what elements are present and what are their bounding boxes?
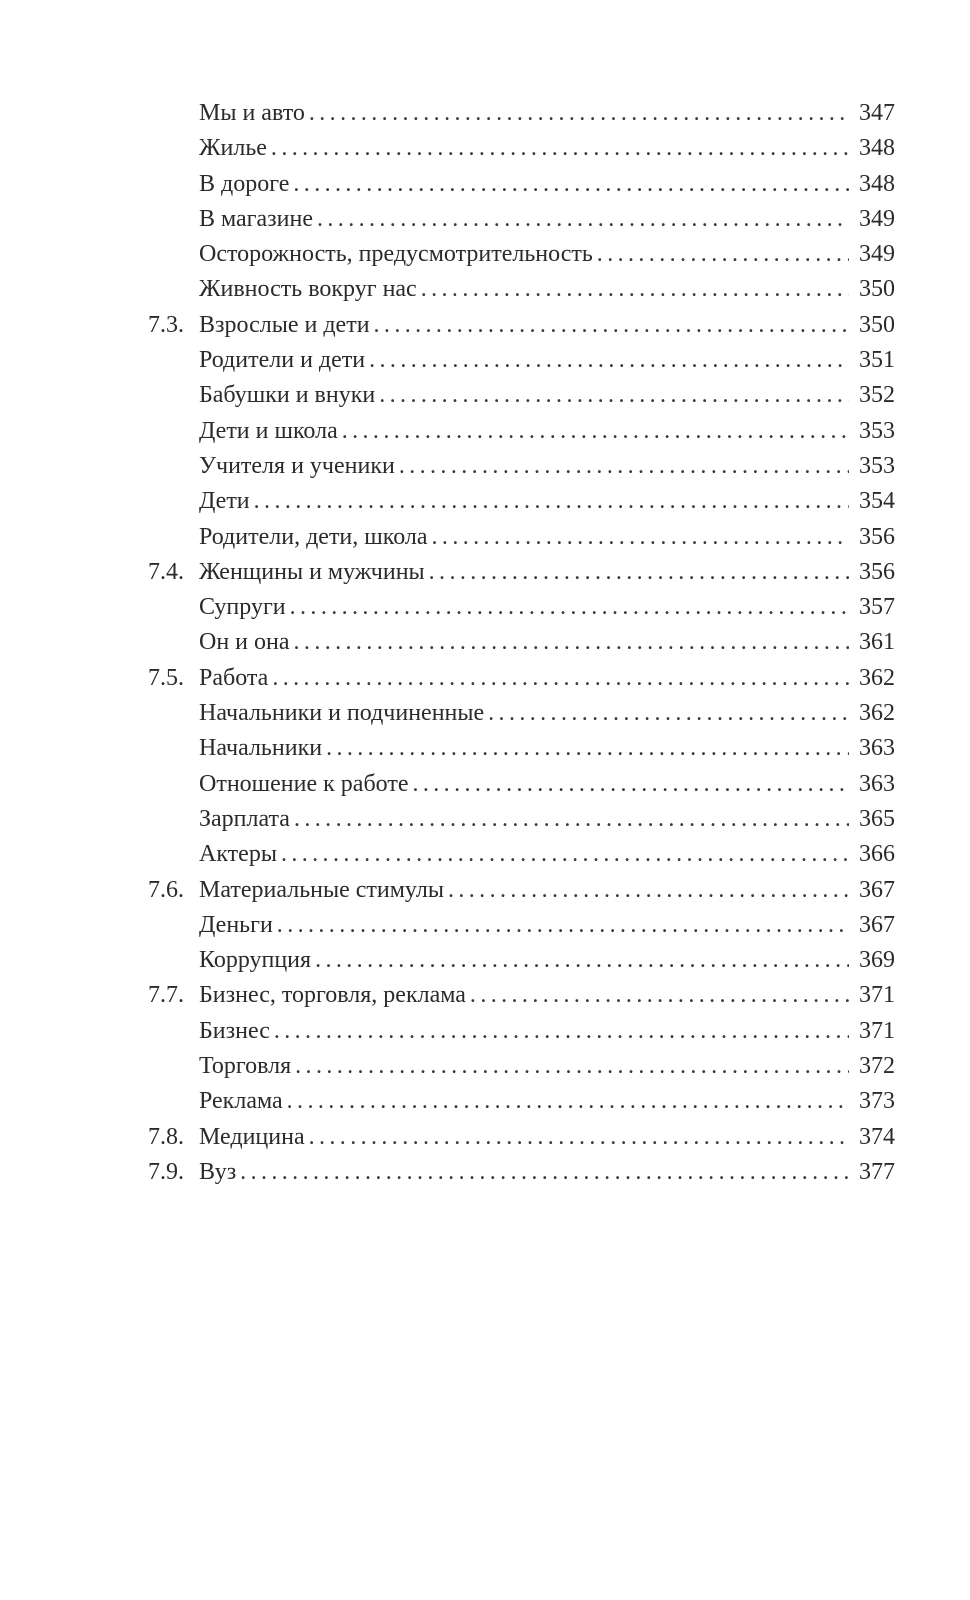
page-number: 352	[859, 382, 895, 409]
dot-leader	[315, 943, 849, 978]
dot-leader	[290, 590, 849, 625]
page-number: 367	[859, 911, 895, 938]
entry-title: В магазине	[199, 205, 313, 232]
entry-title: Реклама	[199, 1088, 283, 1115]
dot-leader	[326, 731, 849, 766]
dot-leader	[432, 520, 849, 555]
toc-entry	[148, 908, 895, 943]
entry-title: Материальные стимулы	[199, 876, 444, 903]
toc-entry	[148, 873, 895, 908]
dot-leader	[421, 272, 849, 307]
page-number: 348	[859, 135, 895, 162]
toc-entry	[148, 378, 895, 413]
toc-entry	[148, 802, 895, 837]
dot-leader	[317, 202, 849, 237]
page-number: 361	[859, 629, 895, 656]
toc-entry	[148, 520, 895, 555]
toc-entry	[148, 767, 895, 802]
entry-title: Актеры	[199, 841, 277, 868]
page-number: 369	[859, 947, 895, 974]
section-number: 7.5.	[148, 664, 184, 691]
toc-entry	[148, 943, 895, 978]
entry-title: Работа	[199, 664, 269, 691]
dot-leader	[272, 661, 849, 696]
page-number: 351	[859, 347, 895, 374]
page-number: 372	[859, 1053, 895, 1080]
dot-leader	[597, 237, 849, 272]
page-number: 353	[859, 452, 895, 479]
toc-entry	[148, 167, 895, 202]
entry-title: Зарплата	[199, 805, 290, 832]
dot-leader	[271, 131, 849, 166]
page-number: 374	[859, 1123, 895, 1150]
page-number: 357	[859, 594, 895, 621]
dot-leader	[281, 837, 849, 872]
page-number: 366	[859, 841, 895, 868]
dot-leader	[342, 414, 849, 449]
toc-entry	[148, 96, 895, 131]
section-number: 7.7.	[148, 982, 184, 1009]
entry-title: Медицина	[199, 1123, 305, 1150]
page-number: 349	[859, 241, 895, 268]
toc-entry	[148, 731, 895, 766]
dot-leader	[254, 484, 849, 519]
dot-leader	[374, 308, 849, 343]
entry-title: Торговля	[199, 1053, 292, 1080]
page-number: 371	[859, 982, 895, 1009]
dot-leader	[369, 343, 849, 378]
entry-title: Мы и авто	[199, 100, 305, 126]
section-number: 7.4.	[148, 558, 184, 585]
page-number: 350	[859, 276, 895, 303]
page-number: 371	[859, 1017, 895, 1044]
entry-title: Бизнес, торговля, реклама	[199, 982, 466, 1009]
toc-entry	[148, 661, 895, 696]
dot-leader	[488, 696, 849, 731]
toc-entry	[148, 1049, 895, 1084]
entry-title: Он и она	[199, 629, 290, 656]
page-number: 362	[859, 700, 895, 727]
page-number: 350	[859, 311, 895, 338]
toc-entry	[148, 1155, 895, 1190]
section-number: 7.6.	[148, 876, 184, 903]
page-number: 353	[859, 417, 895, 444]
entry-title: Дети	[199, 488, 250, 515]
toc-entry	[148, 449, 895, 484]
toc-entry	[148, 590, 895, 625]
dot-leader	[309, 96, 849, 131]
toc-entry	[148, 131, 895, 166]
toc-entry	[148, 837, 895, 872]
dot-leader	[294, 625, 849, 660]
dot-leader	[399, 449, 849, 484]
entry-title: Бабушки и внуки	[199, 382, 376, 409]
page-number: 363	[859, 735, 895, 762]
dot-leader	[293, 167, 849, 202]
entry-title: Деньги	[199, 911, 273, 938]
dot-leader	[470, 978, 849, 1013]
section-number: 7.9.	[148, 1158, 184, 1185]
section-number: 7.3.	[148, 311, 184, 338]
section-number: 7.8.	[148, 1123, 184, 1150]
toc-entry	[148, 555, 895, 590]
toc-entry	[148, 237, 895, 272]
dot-leader	[429, 555, 849, 590]
dot-leader	[448, 873, 849, 908]
dot-leader	[412, 767, 849, 802]
entry-title: Жилье	[199, 135, 267, 162]
page-number: 367	[859, 876, 895, 903]
toc-entry	[148, 1084, 895, 1119]
entry-title: Дети и школа	[199, 417, 338, 444]
toc-entry	[148, 625, 895, 660]
dot-leader	[294, 802, 849, 837]
toc-entry	[148, 978, 895, 1013]
entry-title: Женщины и мужчины	[199, 558, 425, 585]
table-of-contents	[148, 96, 895, 1190]
dot-leader	[295, 1049, 849, 1084]
toc-entry	[148, 696, 895, 731]
entry-title: Начальники	[199, 735, 323, 762]
entry-title: Начальники и подчиненные	[199, 700, 485, 727]
entry-title: Супруги	[199, 594, 286, 621]
page-number: 373	[859, 1088, 895, 1115]
dot-leader	[287, 1084, 849, 1119]
entry-title: Коррупция	[199, 947, 312, 974]
toc-entry	[148, 343, 895, 378]
toc-entry	[148, 308, 895, 343]
entry-title: Родители, дети, школа	[199, 523, 428, 550]
toc-entry	[148, 1120, 895, 1155]
page-number: 377	[859, 1158, 895, 1185]
toc-entry	[148, 202, 895, 237]
entry-title: В дороге	[199, 170, 290, 197]
entry-title: Отношение к работе	[199, 770, 409, 797]
entry-title: Взрослые и дети	[199, 311, 370, 338]
toc-entry	[148, 272, 895, 307]
page-number: 356	[859, 558, 895, 585]
page-number: 365	[859, 805, 895, 832]
dot-leader	[379, 378, 849, 413]
dot-leader	[277, 908, 849, 943]
dot-leader	[240, 1155, 849, 1190]
toc-entry	[148, 484, 895, 519]
page-number: 347	[859, 100, 895, 126]
entry-title: Родители и дети	[199, 347, 366, 374]
dot-leader	[274, 1014, 849, 1049]
page-number: 363	[859, 770, 895, 797]
entry-title: Вуз	[199, 1158, 237, 1185]
page-number: 349	[859, 205, 895, 232]
toc-entry	[148, 414, 895, 449]
page-number: 354	[859, 488, 895, 515]
toc-entry	[148, 1014, 895, 1049]
page-number: 362	[859, 664, 895, 691]
entry-title: Учителя и ученики	[199, 452, 395, 479]
dot-leader	[309, 1120, 849, 1155]
entry-title: Бизнес	[199, 1017, 270, 1044]
page-number: 356	[859, 523, 895, 550]
entry-title: Осторожность, предусмотрительность	[199, 241, 593, 268]
page-number: 348	[859, 170, 895, 197]
entry-title: Живность вокруг нас	[199, 276, 417, 303]
